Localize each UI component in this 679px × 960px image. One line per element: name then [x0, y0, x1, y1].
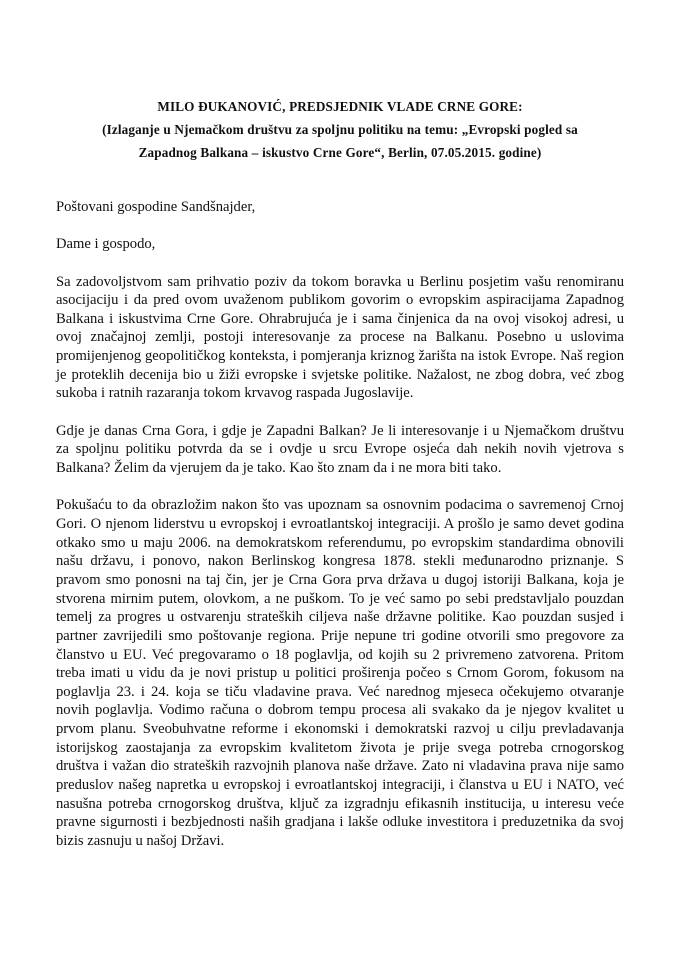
document-title-block [56, 0, 624, 164]
document-body [56, 198, 624, 851]
title-line-subtitle-second: Zapadnog Balkana – iskustvo Crne Gore“, Berlin, 07.05.2015. godine) [138, 144, 542, 160]
title-line-subtitle-first: (Izlaganje u Njemačkom društvu za spoljnu politiku na temu: „Evropski pogled sa [102, 122, 578, 137]
paragraph-main: Pokušaću to da obrazložim nakon što vas upoznam sa osnovnim podacima o savremenoj Crnoj Gori. O njenom liderstvu u evropskoj i evroatlantskoj integraciji. A prošlo je samo devet godina otkako smo u maju 2006. na demokratskom referendumu, po evropskim standardima obnovili našu državu, i ponovo, nakon Berlinskog kongresa 1878. stekli međunarodno priznanje. S pravom smo ponosni na taj čin, jer je Crna Gora prva država u dugoj istoriji Balkana, koja je stvorena mirnim putem, olovkom, a ne puškom. To je već samo po sebi predstavljalo pouzdan temelj za progres u ostvarenju strateških ciljeva naše državne politike. Kao pouzdan susjed i partner zavrijedili smo poštovanje regiona. Prije nepune tri godine otvorili smo pregovore za članstvo u EU. Već pregovaramo o 18 poglavlja, od kojih su 2 privremeno zatvorena. Pritom treba imati u vidu da je novi pristup u politici proširenja počeo s Crnom Gorom, fokusom na poglavlja 23. i 24. koja se tiču vladavine prava. Već narednog mjeseca očekujemo otvaranje novih poglavlja. Vodimo računa o dobrom tempu procesa ali svakako da je njegov kvalitet u prvom planu. Sveobuhvatne reforme i ekonomski i demokratski razvoj u cilju prevladavanja istorijskog zaostajanja za evropskim kvalitetom života je prije svega potreba crnogorskog društva i važan dio strateških razvojnih planova naše države. Zato ni vladavina prava nije samo preduslov našeg napretka u evropskoj i evroatlantskoj integraciji, i članstva u EU i NATO, već nasušna potreba crnogorskog društva, ključ za izgradnju efikasnih institucija, u interesu veće pravne sigurnosti i bezbjednosti naših gradjana i lakše odluke investitora i preduzetnika da svoj bizis zasnuju u našoj Državi. [56, 497, 624, 850]
title-line-speaker: MILO ĐUKANOVIĆ, PREDSJEDNIK VLADE CRNE GORE: [157, 99, 523, 114]
paragraph-question: Gdje je danas Crna Gora, i gdje je Zapadni Balkan? Je li interesovanje i u Njemačkom društvu za spoljnu politiku potvrda da se i ovdje u srcu Evrope osjeća dah nekih novih vjetrova s Balkana? Želim da vjerujem da je tako. Kao što znam da i ne mora biti tako. [56, 422, 624, 476]
document-content [56, 0, 624, 851]
salutation-addressee: Poštovani gospodine Sandšnajder, [56, 199, 256, 215]
paragraph-intro: Sa zadovoljstvom sam prihvatio poziv da tokom boravka u Berlinu posjetim vašu renomiranu asocijaciju i da pred ovom uvaženom publikom govorim o evropskim aspiracijama Zapadnog Balkana i iskustvima Crne Gore. Ohrabrujuća je i sama činjenica da na ovoj visokoj adresi, u ovoj značajnoj zemlji, postoji interesovanje za procese na Balkanu. Posebno u uslovima promijenjenog geopolitičkog konteksta, i pomjeranja kriznog žarišta na istok Evrope. Naš region je proteklih decenija bio u žiži evropske i svjetske politike. Nažalost, ne zbog dobra, već zbog sukoba i ratnih razaranja tokom krvavog raspada Jugoslavije. [56, 273, 624, 402]
salutation-audience: Dame i gospodo, [56, 236, 156, 253]
